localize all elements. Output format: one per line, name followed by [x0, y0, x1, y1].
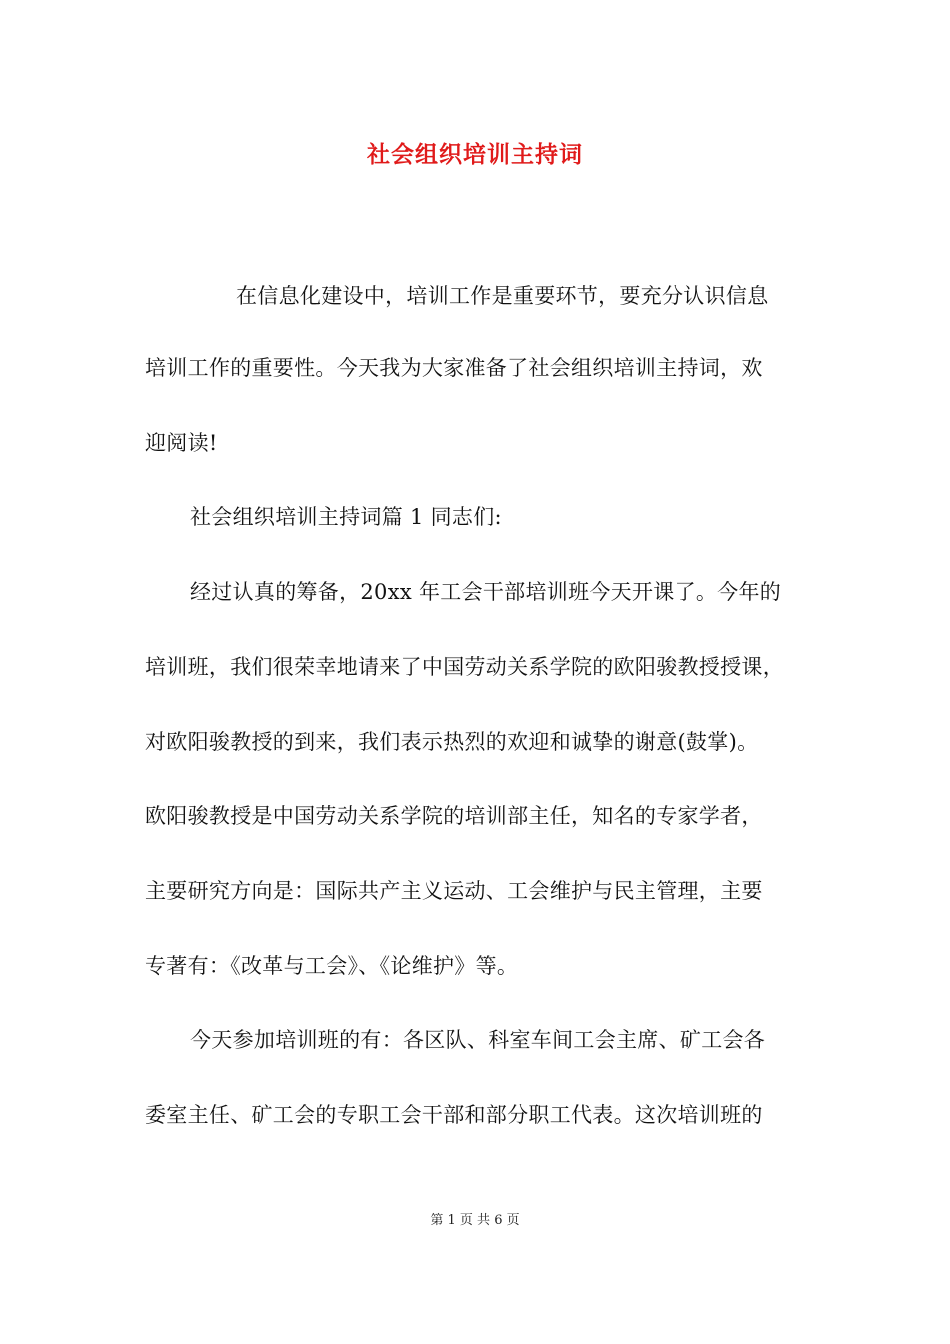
body-line: 今天参加培训班的有：各区队、科室车间工会主席、矿工会各 [190, 1028, 766, 1052]
body-line: 培训工作的重要性。今天我为大家准备了社会组织培训主持词，欢 [145, 356, 763, 380]
body-line: 专著有：《改革与工会》、《论维护》等。 [145, 954, 519, 978]
document-title: 社会组织培训主持词 [367, 141, 583, 168]
body-line: 迎阅读! [145, 431, 218, 455]
body-line: 主要研究方向是：国际共产主义运动、工会维护与民主管理，主要 [145, 879, 763, 903]
body-line: 委室主任、矿工会的专职工会干部和部分职工代表。这次培训班的 [145, 1103, 763, 1127]
body-line: 社会组织培训主持词篇 1 同志们: [190, 505, 502, 529]
body-line: 经过认真的筹备，20xx 年工会干部培训班今天开课了。今年的 [190, 580, 782, 604]
body-line: 在信息化建设中，培训工作是重要环节，要充分认识信息 [236, 284, 769, 308]
body-line: 欧阳骏教授是中国劳动关系学院的培训部主任，知名的专家学者， [145, 804, 763, 828]
body-line: 培训班，我们很荣幸地请来了中国劳动关系学院的欧阳骏教授授课， [145, 655, 784, 679]
body-line: 对欧阳骏教授的到来，我们表示热烈的欢迎和诚挚的谢意(鼓掌)。 [145, 730, 759, 754]
page-number-footer: 第 1 页 共 6 页 [430, 1213, 520, 1228]
